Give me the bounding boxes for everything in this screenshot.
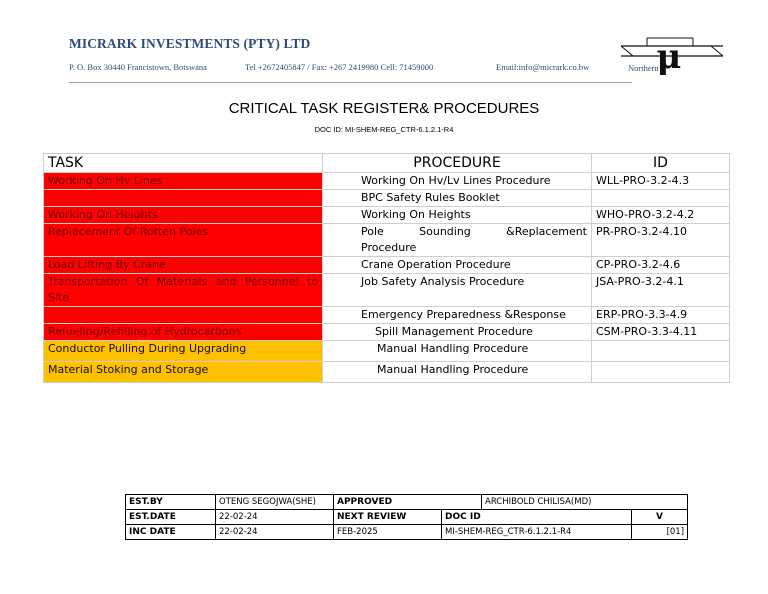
table-row bbox=[44, 190, 730, 207]
table-header-row bbox=[44, 154, 730, 173]
table-row bbox=[44, 362, 730, 383]
company-address: P. O. Box 30440 Francistown, Botswana bbox=[69, 62, 207, 72]
table-row bbox=[44, 274, 730, 307]
company-phone: Tel +2672405847 / Fax: +267 2419980 Cell: 71459000 bbox=[245, 62, 434, 72]
id-cell: ERP-PRO-3.3-4.9 bbox=[592, 307, 730, 324]
procedure-word: Pole bbox=[361, 225, 384, 238]
procedure-cell bbox=[323, 224, 592, 257]
task-cell bbox=[44, 307, 323, 324]
task-text: Site bbox=[48, 291, 70, 304]
footer-row bbox=[126, 510, 688, 525]
doc-id-line: DOC ID: MI-SHEM-REG_CTR-6.1.2.1-R4 bbox=[314, 125, 454, 134]
page-title: CRITICAL TASK REGISTER& PROCEDURES bbox=[228, 100, 540, 117]
approved-value: ARCHIBOLD CHILISA(MD) bbox=[482, 495, 688, 510]
est-by-value: OTENG SEGOJWA(SHE) bbox=[216, 495, 334, 510]
id-cell: WLL-PRO-3.2-4.3 bbox=[592, 173, 730, 190]
task-cell bbox=[44, 190, 323, 207]
critical-task-table bbox=[43, 153, 730, 383]
logo-mu-glyph: μ bbox=[656, 37, 682, 76]
procedure-word: Procedure bbox=[361, 241, 417, 254]
version-value: [01] bbox=[632, 525, 688, 540]
company-email[interactable]: Email:info@micrark.co.bw bbox=[496, 62, 590, 72]
document-control-table bbox=[125, 494, 688, 540]
table-row bbox=[44, 324, 730, 341]
id-cell bbox=[592, 362, 730, 383]
id-cell: PR-PRO-3.2-4.10 bbox=[592, 224, 730, 257]
task-cell: Load Lifting By Crane bbox=[44, 257, 323, 274]
next-review-value: FEB-2025 bbox=[334, 525, 442, 540]
procedure-cell: Job Safety Analysis Procedure bbox=[323, 274, 592, 307]
procedure-cell: Manual Handling Procedure bbox=[323, 362, 592, 383]
id-cell: CP-PRO-3.2-4.6 bbox=[592, 257, 730, 274]
footer-row bbox=[126, 525, 688, 540]
header-task: TASK bbox=[44, 154, 323, 173]
letterhead-divider bbox=[69, 82, 632, 83]
task-cell: Replacement Of Rotten Poles bbox=[44, 224, 323, 257]
procedure-cell: BPC Safety Rules Booklet bbox=[323, 190, 592, 207]
task-cell bbox=[44, 274, 323, 307]
id-cell bbox=[592, 341, 730, 362]
doc-id-label: DOC ID bbox=[442, 510, 632, 525]
version-label: V bbox=[632, 510, 688, 525]
id-cell: CSM-PRO-3.3-4.11 bbox=[592, 324, 730, 341]
inc-date-value: 22-02-24 bbox=[216, 525, 334, 540]
est-date-value: 22-02-24 bbox=[216, 510, 334, 525]
company-name: MICRARK INVESTMENTS (PTY) LTD bbox=[69, 36, 311, 51]
header-id: ID bbox=[592, 154, 730, 173]
procedure-cell: Working On Heights bbox=[323, 207, 592, 224]
footer-row bbox=[126, 495, 688, 510]
id-cell: WHO-PRO-3.2-4.2 bbox=[592, 207, 730, 224]
procedure-cell: Manual Handling Procedure bbox=[323, 341, 592, 362]
task-cell: Conductor Pulling During Upgrading bbox=[44, 341, 323, 362]
est-date-label: EST.DATE bbox=[126, 510, 216, 525]
procedure-cell: Emergency Preparedness &Response bbox=[323, 307, 592, 324]
procedure-cell: Crane Operation Procedure bbox=[323, 257, 592, 274]
task-cell: Working On Heights bbox=[44, 207, 323, 224]
procedure-cell: Working On Hv/Lv Lines Procedure bbox=[323, 173, 592, 190]
next-review-label: NEXT REVIEW bbox=[334, 510, 442, 525]
procedure-cell: Spill Management Procedure bbox=[323, 324, 592, 341]
inc-date-label: INC DATE bbox=[126, 525, 216, 540]
procedure-word: &Replacement bbox=[506, 225, 587, 238]
id-cell: JSA-PRO-3.2-4.1 bbox=[592, 274, 730, 307]
task-cell: Working On Hv Lines bbox=[44, 173, 323, 190]
table-row bbox=[44, 307, 730, 324]
logo-caption: Northern bbox=[628, 63, 659, 73]
table-row bbox=[44, 341, 730, 362]
table-row bbox=[44, 257, 730, 274]
procedure-word: Sounding bbox=[419, 225, 471, 238]
task-cell: Refueling/Refilling of Hydrocarbons bbox=[44, 324, 323, 341]
id-cell bbox=[592, 190, 730, 207]
table-row bbox=[44, 207, 730, 224]
header-procedure: PROCEDURE bbox=[323, 154, 592, 173]
approved-label: APPROVED bbox=[334, 495, 482, 510]
doc-id-value: MI-SHEM-REG_CTR-6.1.2.1-R4 bbox=[442, 525, 632, 540]
table-row bbox=[44, 173, 730, 190]
task-cell: Material Stoking and Storage bbox=[44, 362, 323, 383]
task-text: Transportation Of Materials and Personnel to bbox=[48, 275, 318, 288]
est-by-label: EST.BY bbox=[126, 495, 216, 510]
table-row bbox=[44, 224, 730, 257]
